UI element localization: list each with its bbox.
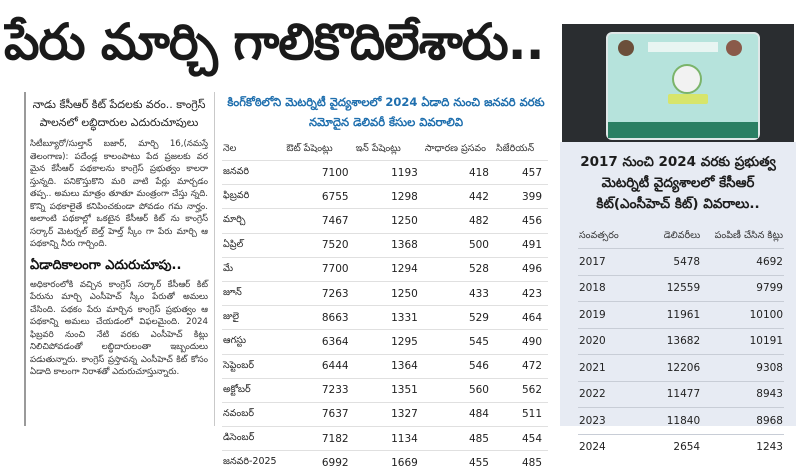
- value-cell: 4692: [701, 249, 784, 276]
- value-cell: 456: [495, 209, 548, 233]
- value-cell: 1243: [701, 434, 784, 460]
- month-cell: సెప్టెంబర్: [222, 354, 285, 378]
- value-cell: 490: [495, 330, 548, 354]
- value-cell: 1327: [355, 402, 424, 426]
- table-row: [578, 408, 784, 435]
- value-cell: 1193: [355, 161, 424, 185]
- value-cell: 11961: [644, 302, 701, 329]
- value-cell: 8663: [285, 306, 354, 330]
- value-cell: 5478: [644, 249, 701, 276]
- header-year: సంవత్సరం: [579, 229, 619, 241]
- value-cell: 472: [495, 354, 548, 378]
- table-row: [222, 281, 548, 305]
- column-divider: [214, 92, 215, 426]
- table-row: [578, 328, 784, 355]
- month-cell: నవంబర్: [222, 402, 285, 426]
- emblem-icon: [672, 64, 702, 94]
- value-cell: 1250: [355, 281, 424, 305]
- table-row: [222, 427, 548, 451]
- kit-header-strip: [648, 42, 718, 52]
- month-cell: ఫిబ్రవరి: [222, 185, 285, 209]
- value-cell: 485: [424, 427, 495, 451]
- table-heading: కింగ్‌కోఠిలోని మెటర్నిటీ వైద్యశాలలో 2024 ఏడాది నుంచి జనవరి వరకు నమోదైన డెలివరీ కేసుల వివరాలివి: [227, 95, 545, 129]
- value-cell: 8968: [701, 408, 784, 435]
- table-header-row: [222, 138, 548, 161]
- portrait-icon: [726, 40, 742, 56]
- year-cell: 2023: [578, 408, 644, 435]
- table-row: [222, 402, 548, 426]
- value-cell: 7263: [285, 281, 354, 305]
- value-cell: 9799: [701, 275, 784, 302]
- table-row: [222, 185, 548, 209]
- value-cell: 546: [424, 354, 495, 378]
- left-margin-rule: [24, 92, 26, 426]
- value-cell: 7700: [285, 257, 354, 281]
- article-paragraph-2: అధికారంలోకి వచ్చిన కాంగ్రెస్ సర్కార్ కేసీఆర్ కిట్ పేరును మార్చి ఎంసీహెచ్ స్కీం పేరుతో అమలు చేసింది. పథకం పేరు మార్చిన కాంగ్రెస్ ప్రభుత్వం ఆ పథకాన్ని అమలు చేయడంలో విఫలమైంది. 2024 ఫిబ్రవరి నుంచి నేటి వరకు ఎంసీహెచ్ కిట్లు నిలిచిపోవడంతో లబ్ధిదారులంతా ఇబ్బందులు పడుతున్నారు. కాంగ్రెస్ ప్రస్తావన్న ఎంసీహెచ్ కిట్ కోసం ఏడాది కాలంగా నిరాశతో ఎదురుచూస్తున్నారు.: [30, 279, 208, 377]
- value-cell: 7467: [285, 209, 354, 233]
- kit-photo: [562, 24, 794, 142]
- month-cell: ఏప్రిల్: [222, 233, 285, 257]
- value-cell: 6444: [285, 354, 354, 378]
- year-cell: 2024: [578, 434, 644, 460]
- header-outpatients: ఔట్ పేషెంట్లు: [286, 142, 333, 154]
- value-cell: 12206: [644, 355, 701, 382]
- value-cell: 562: [495, 378, 548, 402]
- month-cell: ఆగస్టు: [222, 330, 285, 354]
- table-row: [578, 275, 784, 302]
- value-cell: 11840: [644, 408, 701, 435]
- value-cell: 9308: [701, 355, 784, 382]
- article-paragraph-1: సిటీబ్యూరో/సుల్తాన్ బజార్, మార్చి 16,(నమస్తే తెలంగాణ): పదేండ్ల కాలంపాటు పేద ప్రజలకు వర మైన కేసీఆర్ పథకాలను కాంగ్రెస్ ప్రభుత్వం కాలరా స్తున్నది. పనికొస్తుకొని మరి వాటి పేర్లు మార్చడం తప్ప.. అమలు మాత్రం తూతూ మంత్రంగా చేస్తు న్నది. కొన్ని పథకాలైతే కనిపించకుండా పోవడం గమ నార్హం. అలాంటి పథకాల్లో ఒకటైన కేసీఆర్ కిట్ ను కాంగ్రెస్ సర్కార్ మెటర్నల్ బెల్త్ హెల్త్ స్కీం గా పేరు మార్చి ఆ పథకాన్ని నీరు గార్చింది.: [30, 139, 208, 249]
- kit-box-image: [606, 32, 760, 140]
- month-cell: జులై: [222, 306, 285, 330]
- value-cell: 482: [424, 209, 495, 233]
- kits-table: [578, 224, 784, 460]
- portrait-icon: [618, 40, 634, 56]
- table-row: [222, 378, 548, 402]
- table-row: [578, 355, 784, 382]
- value-cell: 484: [424, 402, 495, 426]
- value-cell: 1250: [355, 209, 424, 233]
- value-cell: 485: [495, 451, 548, 474]
- month-cell: మార్చి: [222, 209, 285, 233]
- header-kits-distributed: పంపిణీ చేసిన కిట్లు: [714, 229, 783, 241]
- value-cell: 1298: [355, 185, 424, 209]
- value-cell: 1368: [355, 233, 424, 257]
- value-cell: 442: [424, 185, 495, 209]
- value-cell: 12559: [644, 275, 701, 302]
- table-row: [222, 330, 548, 354]
- value-cell: 418: [424, 161, 495, 185]
- value-cell: 545: [424, 330, 495, 354]
- value-cell: 560: [424, 378, 495, 402]
- value-cell: 455: [424, 451, 495, 474]
- value-cell: 7233: [285, 378, 354, 402]
- intro-text: నాడు కేసీఆర్ కిట్ పేదలకు వరం.. కాంగ్రెస్ పాలనలో లబ్ధిదారుల ఎదురుచూపులు: [32, 98, 206, 129]
- value-cell: 1134: [355, 427, 424, 451]
- subheading: ఏడాదికాలంగా ఎదురుచూపు..: [30, 257, 182, 273]
- value-cell: 399: [495, 185, 548, 209]
- value-cell: 11477: [644, 381, 701, 408]
- table-row: [222, 354, 548, 378]
- year-cell: 2017: [578, 249, 644, 276]
- value-cell: 7182: [285, 427, 354, 451]
- header-cesarean: సిజేరియన్: [495, 142, 535, 154]
- value-cell: 10100: [701, 302, 784, 329]
- value-cell: 491: [495, 233, 548, 257]
- value-cell: 1351: [355, 378, 424, 402]
- table-row: [578, 381, 784, 408]
- table-row: [578, 302, 784, 329]
- month-cell: డిసెంబర్: [222, 427, 285, 451]
- value-cell: 1331: [355, 306, 424, 330]
- value-cell: 6755: [285, 185, 354, 209]
- table-header-row: [578, 224, 784, 249]
- table-row: [222, 451, 548, 474]
- header-normal-delivery: సాధారణ ప్రసవం: [424, 142, 486, 154]
- right-heading: 2017 నుంచి 2024 వరకు ప్రభుత్వ మెటర్నిటీ వైద్యశాలలో కేసీఆర్ కిట్(ఎంసీహెచ్ కిట్) వివరాలు..: [580, 154, 776, 212]
- table-row: [578, 434, 784, 460]
- value-cell: 1295: [355, 330, 424, 354]
- table-row: [222, 161, 548, 185]
- value-cell: 423: [495, 281, 548, 305]
- month-cell: అక్టోబర్: [222, 378, 285, 402]
- value-cell: 528: [424, 257, 495, 281]
- value-cell: 7520: [285, 233, 354, 257]
- value-cell: 454: [495, 427, 548, 451]
- value-cell: 1294: [355, 257, 424, 281]
- table-row: [222, 209, 548, 233]
- header-month: నెల: [223, 142, 237, 154]
- year-cell: 2022: [578, 381, 644, 408]
- left-column: [30, 96, 208, 379]
- value-cell: 6364: [285, 330, 354, 354]
- month-cell: జనవరి: [222, 161, 285, 185]
- value-cell: 500: [424, 233, 495, 257]
- year-cell: 2021: [578, 355, 644, 382]
- table-row: [578, 249, 784, 276]
- value-cell: 6992: [285, 451, 354, 474]
- value-cell: 433: [424, 281, 495, 305]
- month-cell: మే: [222, 257, 285, 281]
- value-cell: 2654: [644, 434, 701, 460]
- value-cell: 511: [495, 402, 548, 426]
- value-cell: 7100: [285, 161, 354, 185]
- kit-label: [668, 94, 708, 104]
- table-row: [222, 257, 548, 281]
- year-cell: 2018: [578, 275, 644, 302]
- header-inpatients: ఇన్ పేషెంట్లు: [355, 142, 401, 154]
- value-cell: 8943: [701, 381, 784, 408]
- month-cell: జనవరి-2025: [222, 451, 285, 474]
- headline: పేరు మార్చి గాలికొదిలేశారు..: [4, 13, 544, 71]
- value-cell: 464: [495, 306, 548, 330]
- table-row: [222, 306, 548, 330]
- value-cell: 13682: [644, 328, 701, 355]
- value-cell: 1364: [355, 354, 424, 378]
- value-cell: 529: [424, 306, 495, 330]
- table-row: [222, 233, 548, 257]
- value-cell: 457: [495, 161, 548, 185]
- year-cell: 2019: [578, 302, 644, 329]
- value-cell: 496: [495, 257, 548, 281]
- month-cell: జూన్: [222, 281, 285, 305]
- kit-footer-band: [608, 122, 758, 138]
- value-cell: 1669: [355, 451, 424, 474]
- value-cell: 7637: [285, 402, 354, 426]
- year-cell: 2020: [578, 328, 644, 355]
- value-cell: 10191: [701, 328, 784, 355]
- deliveries-table: [222, 138, 548, 474]
- header-deliveries: డెలివరీలు: [663, 229, 701, 241]
